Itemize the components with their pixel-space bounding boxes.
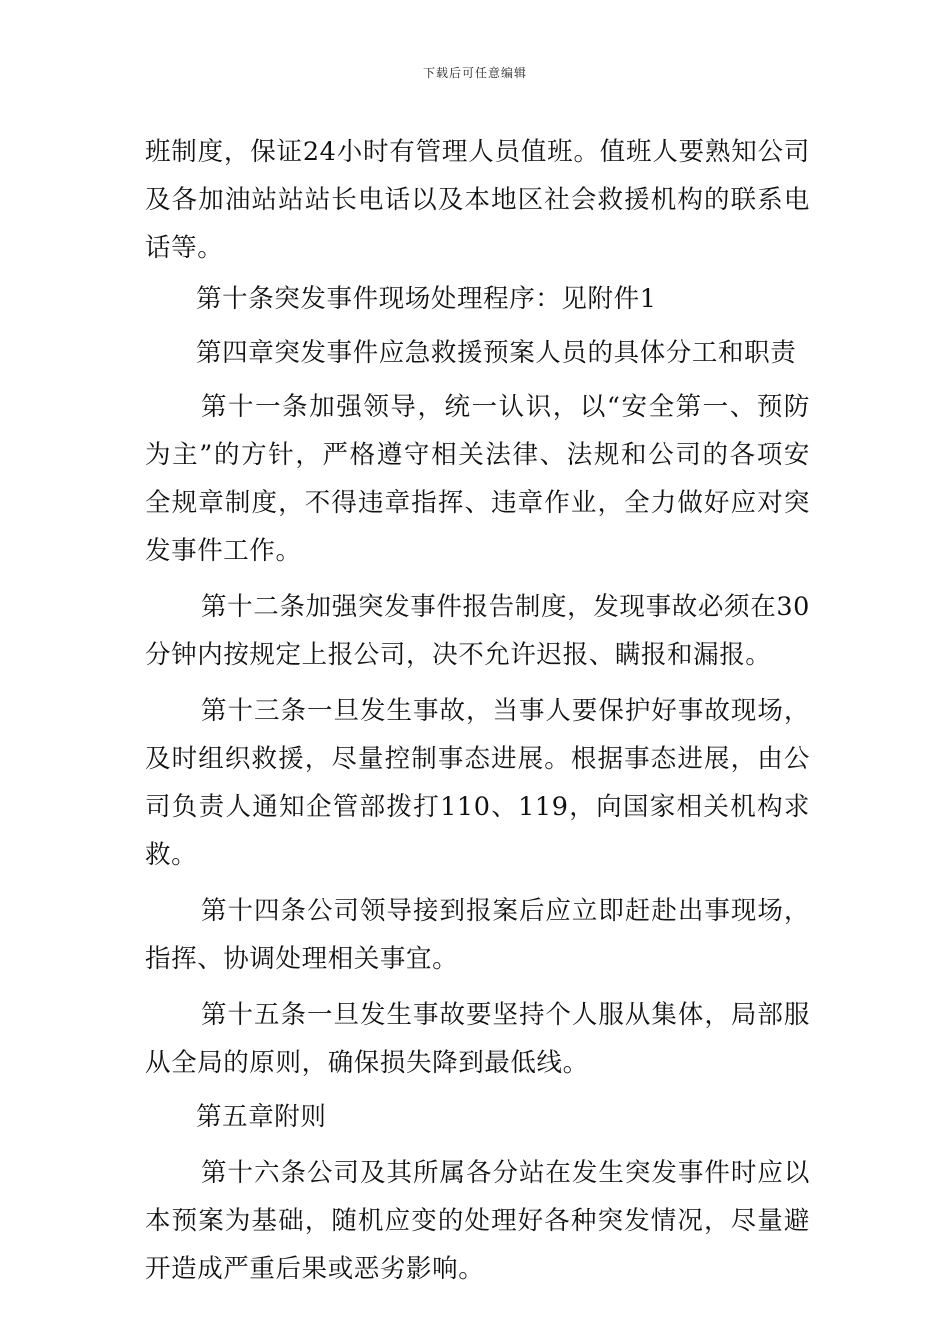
chapter-4-heading: 第四章突发事件应急救援预案人员的具体分工和职责 — [196, 338, 797, 368]
document-body — [145, 128, 810, 1293]
page-header-note: 下载后可任意编辑 — [422, 66, 527, 80]
paragraph-continuation: 班制度，保证24小时有管理人员值班。值班人要熟知公司及各加油站站站长电话以及本地区社会救援机构的联系电话等。 — [145, 137, 810, 263]
article-11: 第十一条加强领导，统一认识，以“安全第一、预防为主”的方针，严格遵守相关法律、法规和公司的各项安全规章制度，不得违章指挥、违章作业，全力做好应对突发事件工作。 — [145, 392, 810, 566]
article-10: 第十条突发事件现场处理程序：见附件1 — [196, 284, 657, 314]
article-12: 第十二条加强突发事件报告制度，发现事故必须在30分钟内按规定上报公司，决不允许迟报、瞒报和漏报。 — [145, 592, 810, 670]
article-15: 第十五条一旦发生事故要坚持个人服从集体，局部服从全局的原则，确保损失降到最低线。 — [145, 1000, 810, 1078]
article-16: 第十六条公司及其所属各分站在发生突发事件时应以本预案为基础，随机应变的处理好各种突发情况，尽量避开造成严重后果或恶劣影响。 — [145, 1158, 810, 1284]
chapter-5-heading: 第五章附则 — [196, 1102, 327, 1132]
article-13: 第十三条一旦发生事故，当事人要保护好事故现场，及时组织救援，尽量控制事态进展。根据事态进展，由公司负责人通知企管部拨打110、119，向国家相关机构求救。 — [145, 696, 810, 870]
article-14: 第十四条公司领导接到报案后应立即赶赴出事现场，指挥、协调处理相关事宜。 — [145, 896, 810, 974]
